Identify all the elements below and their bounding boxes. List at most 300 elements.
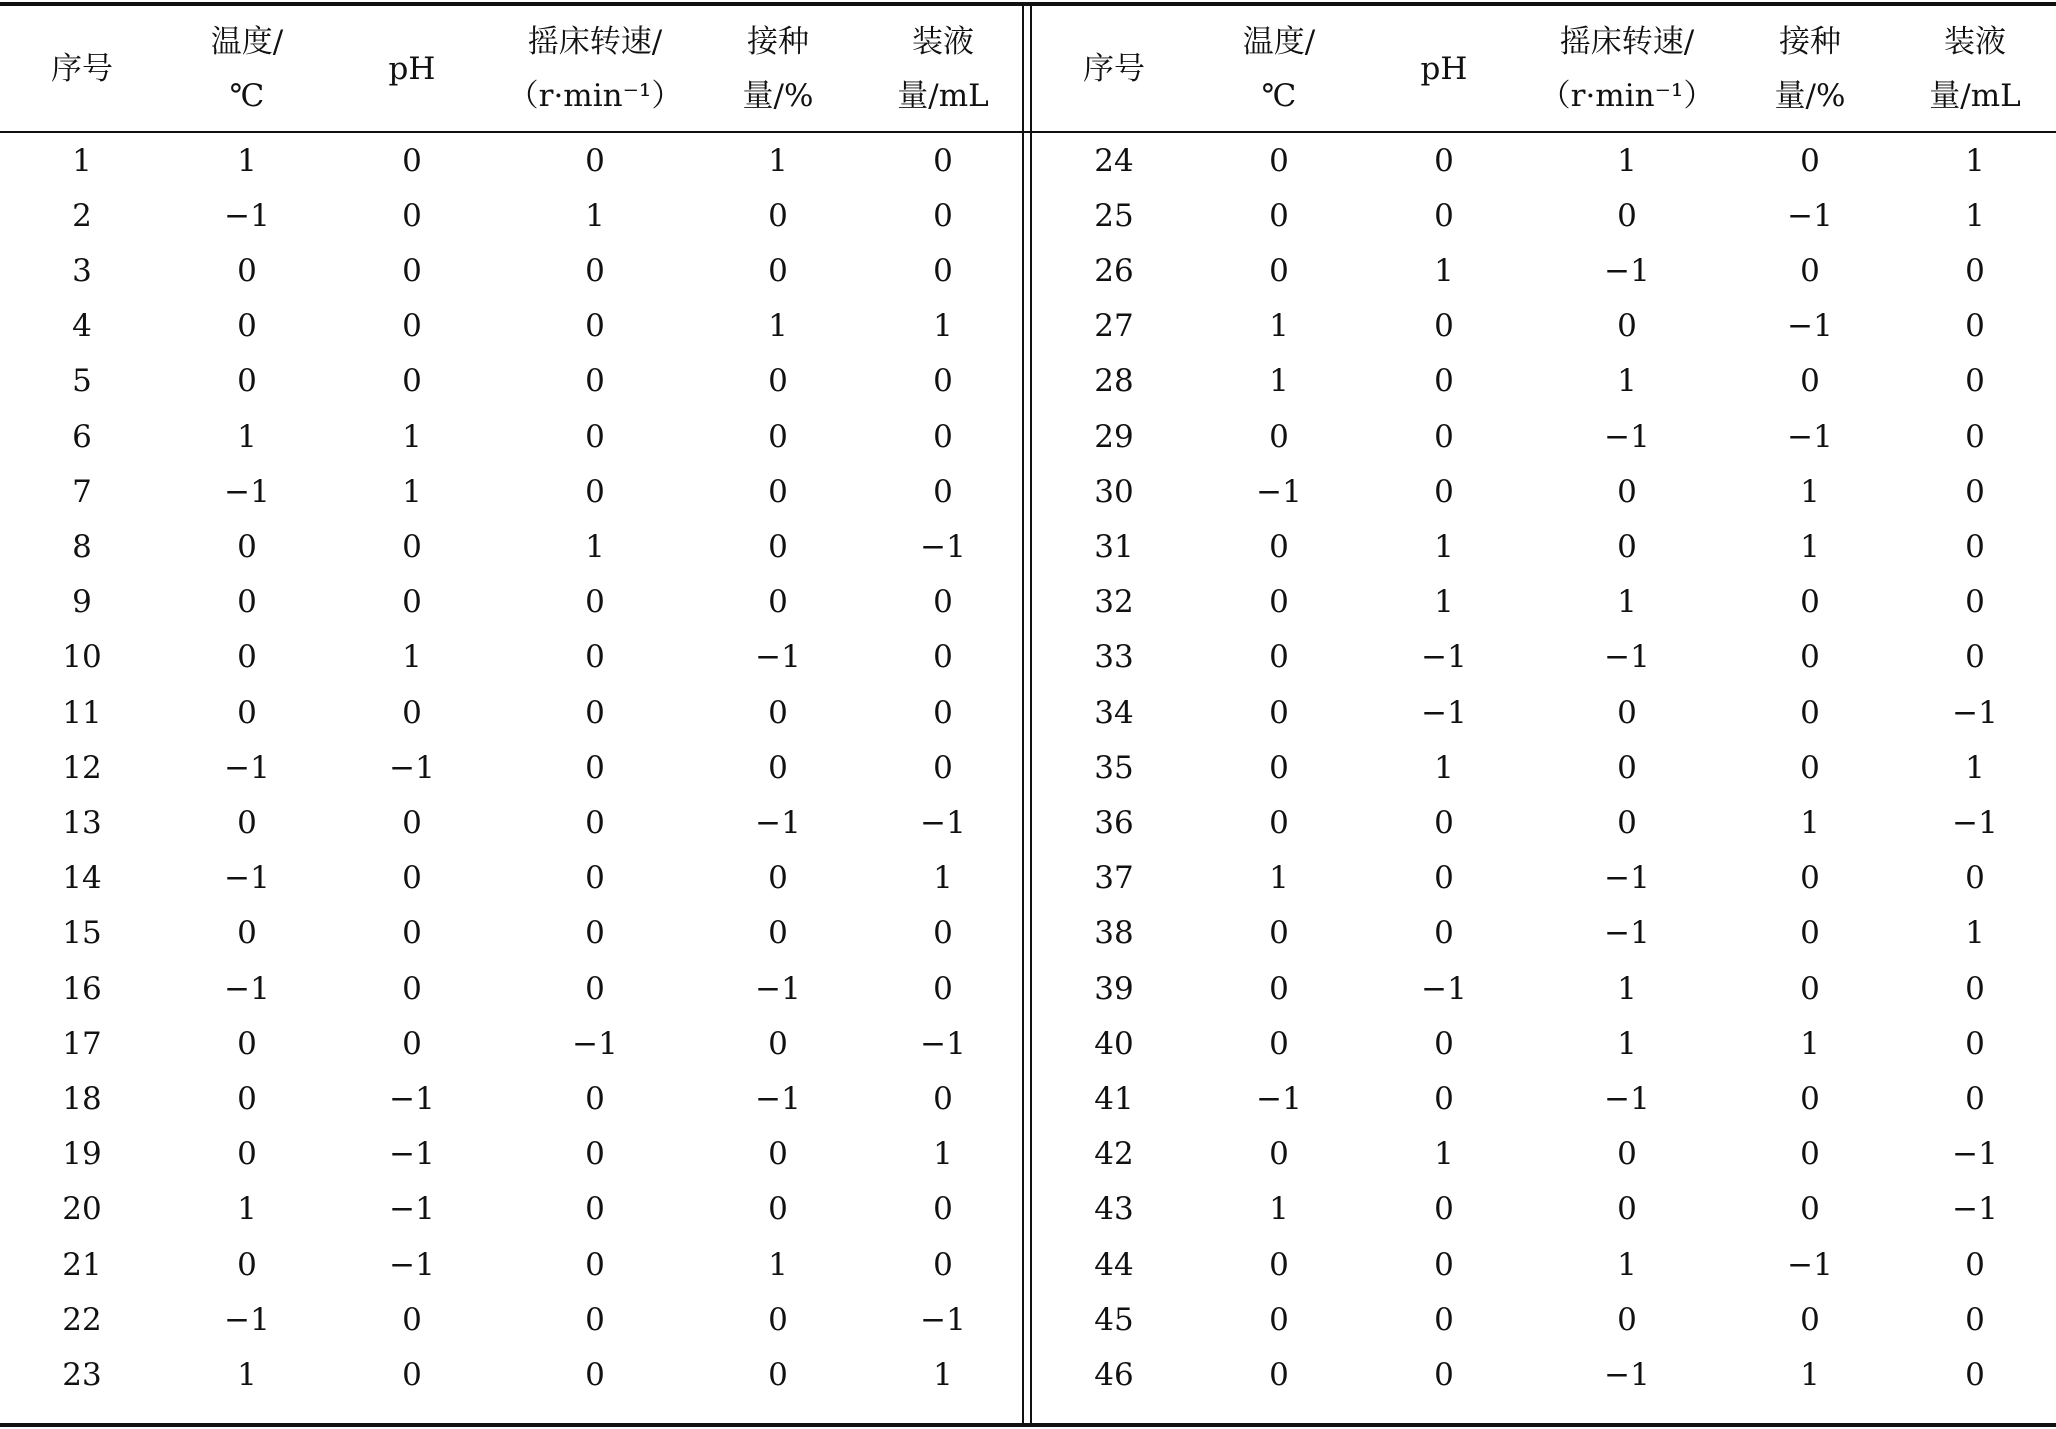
cell-index: 32 [1094, 584, 1134, 621]
cell-temperature: −1 [224, 197, 270, 234]
cell-index: 30 [1094, 473, 1134, 510]
header-ph [322, 6, 502, 131]
cell-shaker-speed: −1 [1604, 252, 1650, 289]
cell-ph: 0 [402, 1025, 422, 1062]
cell-temperature: 0 [1269, 1356, 1289, 1393]
cell-shaker-speed: 0 [1617, 1301, 1637, 1338]
cell-temperature: 0 [237, 1246, 257, 1283]
cell-shaker-speed: 1 [1617, 1025, 1637, 1062]
cell-temperature: 0 [1269, 1301, 1289, 1338]
cell-inoculum: −1 [1787, 418, 1833, 455]
cell-temperature: −1 [1256, 473, 1302, 510]
cell-liquid-volume: 0 [1965, 473, 1985, 510]
cell-index: 36 [1094, 804, 1134, 841]
table-row [0, 409, 1022, 464]
table-row [1032, 575, 2056, 630]
table-row [0, 1016, 1022, 1071]
header-line: 序号 [51, 50, 113, 87]
table-row [0, 243, 1022, 298]
cell-ph: 1 [1434, 584, 1454, 621]
cell-shaker-speed: −1 [1604, 639, 1650, 676]
cell-inoculum: 0 [768, 418, 788, 455]
cell-liquid-volume: 0 [933, 584, 953, 621]
cell-temperature: 1 [1269, 860, 1289, 897]
table-row [1032, 1182, 2056, 1237]
table-row [0, 575, 1022, 630]
cell-inoculum: 1 [1800, 473, 1820, 510]
cell-shaker-speed: −1 [1604, 1356, 1650, 1393]
cell-inoculum: −1 [1787, 1246, 1833, 1283]
cell-inoculum: −1 [1787, 197, 1833, 234]
cell-index: 12 [62, 749, 102, 786]
cell-ph: −1 [1421, 639, 1467, 676]
cell-temperature: 0 [1269, 197, 1289, 234]
header-line: 摇床转速/ [527, 23, 663, 60]
cell-shaker-speed: −1 [572, 1025, 618, 1062]
cell-inoculum: 0 [768, 473, 788, 510]
cell-index: 44 [1094, 1246, 1134, 1283]
cell-liquid-volume: 0 [933, 363, 953, 400]
cell-ph: 0 [402, 142, 422, 179]
table-row [1032, 188, 2056, 243]
header-line: ℃ [229, 77, 265, 114]
header-line: 量/% [742, 77, 814, 114]
header-line: 量/mL [897, 77, 989, 114]
cell-index: 20 [62, 1191, 102, 1228]
table-row [1032, 740, 2056, 795]
cell-inoculum: −1 [755, 639, 801, 676]
cell-ph: 0 [402, 1356, 422, 1393]
cell-ph: −1 [1421, 970, 1467, 1007]
cell-liquid-volume: 1 [933, 1356, 953, 1393]
cell-shaker-speed: 0 [1617, 528, 1637, 565]
cell-temperature: 1 [237, 142, 257, 179]
cell-ph: 0 [402, 915, 422, 952]
cell-liquid-volume: −1 [1952, 804, 1998, 841]
cell-liquid-volume: 0 [1965, 1080, 1985, 1117]
table-row [0, 630, 1022, 685]
cell-temperature: 0 [1269, 639, 1289, 676]
cell-inoculum: 0 [768, 749, 788, 786]
cell-ph: 0 [1434, 1301, 1454, 1338]
cell-ph: 0 [402, 584, 422, 621]
cell-inoculum: 0 [768, 1191, 788, 1228]
header-inoculum [688, 6, 868, 131]
cell-temperature: 0 [1269, 804, 1289, 841]
cell-index: 40 [1094, 1025, 1134, 1062]
header-line: pH [388, 50, 436, 87]
cell-index: 37 [1094, 860, 1134, 897]
cell-shaker-speed: 1 [1617, 970, 1637, 1007]
header-liquid-volume [1885, 6, 2056, 131]
header-temperature [157, 6, 337, 131]
cell-liquid-volume: 0 [1965, 584, 1985, 621]
cell-index: 2 [72, 197, 92, 234]
cell-shaker-speed: 0 [585, 804, 605, 841]
header-temperature [1189, 6, 1369, 131]
cell-index: 46 [1094, 1356, 1134, 1393]
cell-liquid-volume: 0 [933, 197, 953, 234]
cell-inoculum: 0 [1800, 639, 1820, 676]
cell-ph: 0 [402, 970, 422, 1007]
cell-shaker-speed: 0 [1617, 197, 1637, 234]
cell-ph: 1 [1434, 252, 1454, 289]
cell-inoculum: 0 [768, 363, 788, 400]
cell-liquid-volume: 0 [1965, 418, 1985, 455]
cell-inoculum: 0 [1800, 749, 1820, 786]
cell-shaker-speed: 0 [585, 1246, 605, 1283]
table-row [0, 851, 1022, 906]
cell-inoculum: 1 [1800, 528, 1820, 565]
table-row [1032, 630, 2056, 685]
cell-index: 39 [1094, 970, 1134, 1007]
cell-inoculum: 0 [1800, 142, 1820, 179]
cell-temperature: −1 [224, 970, 270, 1007]
table-row [0, 906, 1022, 961]
cell-inoculum: 1 [768, 142, 788, 179]
cell-inoculum: 0 [768, 1136, 788, 1173]
cell-ph: 1 [1434, 528, 1454, 565]
cell-ph: 0 [1434, 860, 1454, 897]
cell-ph: 1 [402, 473, 422, 510]
cell-temperature: 0 [1269, 970, 1289, 1007]
cell-inoculum: 1 [768, 1246, 788, 1283]
table-row [1032, 906, 2056, 961]
cell-index: 29 [1094, 418, 1134, 455]
cell-ph: 0 [1434, 473, 1454, 510]
cell-liquid-volume: 0 [1965, 1301, 1985, 1338]
cell-ph: −1 [389, 749, 435, 786]
cell-ph: −1 [389, 1191, 435, 1228]
cell-liquid-volume: 1 [1965, 915, 1985, 952]
table-row [0, 685, 1022, 740]
cell-inoculum: 1 [1800, 1356, 1820, 1393]
cell-inoculum: 0 [768, 584, 788, 621]
cell-inoculum: 0 [1800, 584, 1820, 621]
cell-liquid-volume: 1 [1965, 749, 1985, 786]
header-line: 装液 [912, 23, 974, 60]
cell-shaker-speed: 0 [585, 639, 605, 676]
cell-liquid-volume: −1 [920, 1025, 966, 1062]
table-row [1032, 1347, 2056, 1402]
header-line: 接种 [747, 23, 809, 60]
cell-shaker-speed: −1 [1604, 418, 1650, 455]
cell-index: 43 [1094, 1191, 1134, 1228]
table-row [1032, 243, 2056, 298]
header-line: 摇床转速/ [1559, 23, 1695, 60]
cell-temperature: 0 [237, 363, 257, 400]
cell-inoculum: 0 [768, 252, 788, 289]
table-row [1032, 354, 2056, 409]
cell-inoculum: −1 [755, 1080, 801, 1117]
cell-liquid-volume: 0 [933, 142, 953, 179]
table-row [1032, 795, 2056, 850]
cell-inoculum: −1 [1787, 308, 1833, 345]
cell-shaker-speed: 0 [585, 1301, 605, 1338]
cell-liquid-volume: −1 [1952, 1191, 1998, 1228]
cell-shaker-speed: 0 [585, 308, 605, 345]
cell-liquid-volume: 0 [1965, 1356, 1985, 1393]
cell-shaker-speed: 0 [585, 694, 605, 731]
cell-temperature: 0 [237, 528, 257, 565]
cell-temperature: 0 [1269, 528, 1289, 565]
cell-index: 11 [62, 694, 102, 731]
cell-inoculum: 0 [768, 915, 788, 952]
cell-shaker-speed: 0 [585, 1356, 605, 1393]
table-row [1032, 1127, 2056, 1182]
cell-shaker-speed: 0 [585, 1136, 605, 1173]
cell-shaker-speed: 0 [585, 142, 605, 179]
cell-ph: 0 [1434, 1246, 1454, 1283]
cell-ph: −1 [1421, 694, 1467, 731]
table-row [0, 1127, 1022, 1182]
cell-shaker-speed: 0 [585, 915, 605, 952]
cell-index: 34 [1094, 694, 1134, 731]
cell-liquid-volume: −1 [1952, 1136, 1998, 1173]
cell-ph: 0 [1434, 804, 1454, 841]
cell-index: 6 [72, 418, 92, 455]
cell-liquid-volume: 1 [933, 308, 953, 345]
cell-shaker-speed: 0 [1617, 694, 1637, 731]
cell-temperature: 0 [237, 584, 257, 621]
cell-temperature: 1 [1269, 308, 1289, 345]
cell-temperature: 0 [237, 1080, 257, 1117]
cell-temperature: 0 [1269, 418, 1289, 455]
cell-liquid-volume: 1 [1965, 197, 1985, 234]
cell-liquid-volume: 0 [933, 694, 953, 731]
cell-shaker-speed: 0 [1617, 1136, 1637, 1173]
table-header [1032, 6, 2056, 131]
cell-shaker-speed: −1 [1604, 860, 1650, 897]
cell-temperature: 1 [237, 418, 257, 455]
cell-ph: 0 [402, 860, 422, 897]
cell-liquid-volume: −1 [920, 804, 966, 841]
cell-shaker-speed: 1 [1617, 142, 1637, 179]
cell-index: 26 [1094, 252, 1134, 289]
cell-ph: 0 [1434, 1025, 1454, 1062]
header-ph [1354, 6, 1534, 131]
cell-inoculum: 0 [1800, 1080, 1820, 1117]
cell-inoculum: 0 [768, 694, 788, 731]
cell-ph: 0 [1434, 1191, 1454, 1228]
cell-ph: 0 [1434, 1080, 1454, 1117]
cell-index: 45 [1094, 1301, 1134, 1338]
table-row [1032, 1016, 2056, 1071]
table-row [0, 1347, 1022, 1402]
table-row [1032, 519, 2056, 574]
cell-shaker-speed: 1 [1617, 363, 1637, 400]
header-shaker-speed [1537, 6, 1717, 131]
cell-ph: 1 [1434, 1136, 1454, 1173]
cell-index: 15 [62, 915, 102, 952]
table-row [0, 1292, 1022, 1347]
table-row [0, 1071, 1022, 1126]
panel-divider-line [1022, 4, 1024, 1425]
table-row [1032, 1292, 2056, 1347]
table-header [0, 6, 1022, 131]
cell-liquid-volume: 1 [933, 860, 953, 897]
cell-inoculum: 0 [768, 528, 788, 565]
table-row [0, 133, 1022, 188]
cell-index: 22 [62, 1301, 102, 1338]
table-row [0, 299, 1022, 354]
cell-inoculum: 0 [1800, 1191, 1820, 1228]
cell-temperature: 0 [1269, 1246, 1289, 1283]
cell-shaker-speed: 0 [585, 749, 605, 786]
cell-index: 18 [62, 1080, 102, 1117]
cell-index: 14 [62, 860, 102, 897]
header-line: （r·min⁻¹） [1539, 77, 1715, 114]
cell-shaker-speed: −1 [1604, 1080, 1650, 1117]
cell-index: 42 [1094, 1136, 1134, 1173]
cell-liquid-volume: 0 [1965, 363, 1985, 400]
table-row [1032, 685, 2056, 740]
cell-shaker-speed: 0 [1617, 804, 1637, 841]
cell-inoculum: 1 [1800, 804, 1820, 841]
cell-liquid-volume: 0 [1965, 639, 1985, 676]
cell-liquid-volume: −1 [920, 528, 966, 565]
cell-liquid-volume: 1 [933, 1136, 953, 1173]
cell-temperature: 0 [1269, 252, 1289, 289]
cell-liquid-volume: 0 [933, 1246, 953, 1283]
cell-liquid-volume: 0 [933, 749, 953, 786]
cell-index: 41 [1094, 1080, 1134, 1117]
header-line: 量/mL [1929, 77, 2021, 114]
cell-inoculum: 0 [768, 197, 788, 234]
cell-shaker-speed: 1 [1617, 584, 1637, 621]
header-line: 温度/ [1242, 23, 1316, 60]
cell-temperature: 0 [237, 915, 257, 952]
table-row [0, 1237, 1022, 1292]
cell-liquid-volume: 0 [1965, 528, 1985, 565]
table-row [0, 961, 1022, 1016]
table-row [0, 519, 1022, 574]
cell-ph: 0 [402, 528, 422, 565]
cell-temperature: 0 [1269, 1136, 1289, 1173]
cell-ph: 0 [402, 197, 422, 234]
cell-liquid-volume: 0 [1965, 252, 1985, 289]
cell-inoculum: 0 [768, 1356, 788, 1393]
cell-shaker-speed: 0 [585, 860, 605, 897]
table-row [1032, 961, 2056, 1016]
cell-index: 28 [1094, 363, 1134, 400]
header-line: 量/% [1774, 77, 1846, 114]
header-line: ℃ [1261, 77, 1297, 114]
cell-ph: 0 [402, 308, 422, 345]
cell-liquid-volume: 0 [933, 1191, 953, 1228]
header-line: 接种 [1779, 23, 1841, 60]
cell-temperature: −1 [224, 1301, 270, 1338]
cell-temperature: 1 [237, 1191, 257, 1228]
table-panel-right [1032, 0, 2056, 1429]
cell-index: 3 [72, 252, 92, 289]
table-row [0, 354, 1022, 409]
cell-index: 16 [62, 970, 102, 1007]
cell-index: 31 [1094, 528, 1134, 565]
cell-ph: 0 [1434, 197, 1454, 234]
cell-index: 10 [62, 639, 102, 676]
table-panel-left [0, 0, 1022, 1429]
cell-temperature: 0 [1269, 1025, 1289, 1062]
cell-temperature: 0 [1269, 584, 1289, 621]
table-row [0, 1182, 1022, 1237]
cell-index: 13 [62, 804, 102, 841]
cell-liquid-volume: −1 [920, 1301, 966, 1338]
cell-index: 1 [72, 142, 92, 179]
cell-index: 24 [1094, 142, 1134, 179]
cell-liquid-volume: 0 [933, 252, 953, 289]
cell-shaker-speed: 1 [585, 528, 605, 565]
table-row [1032, 409, 2056, 464]
cell-ph: 0 [1434, 308, 1454, 345]
cell-ph: 1 [402, 639, 422, 676]
cell-liquid-volume: 0 [933, 418, 953, 455]
cell-temperature: 1 [1269, 1191, 1289, 1228]
cell-temperature: −1 [224, 749, 270, 786]
cell-liquid-volume: 0 [1965, 1246, 1985, 1283]
cell-shaker-speed: 0 [1617, 749, 1637, 786]
header-line: 装液 [1944, 23, 2006, 60]
cell-index: 21 [62, 1246, 102, 1283]
cell-shaker-speed: 0 [1617, 473, 1637, 510]
cell-liquid-volume: 0 [1965, 308, 1985, 345]
cell-temperature: −1 [224, 473, 270, 510]
cell-ph: 0 [1434, 363, 1454, 400]
cell-liquid-volume: 0 [1965, 970, 1985, 1007]
cell-temperature: −1 [224, 860, 270, 897]
cell-ph: 0 [1434, 915, 1454, 952]
cell-inoculum: 0 [1800, 970, 1820, 1007]
cell-shaker-speed: 1 [585, 197, 605, 234]
header-inoculum [1720, 6, 1900, 131]
cell-inoculum: 0 [1800, 363, 1820, 400]
cell-shaker-speed: 1 [1617, 1246, 1637, 1283]
cell-shaker-speed: 0 [585, 1080, 605, 1117]
cell-index: 33 [1094, 639, 1134, 676]
cell-shaker-speed: 0 [585, 363, 605, 400]
cell-index: 5 [72, 363, 92, 400]
cell-inoculum: 0 [768, 1301, 788, 1338]
cell-temperature: 0 [237, 308, 257, 345]
cell-temperature: 0 [1269, 915, 1289, 952]
cell-index: 23 [62, 1356, 102, 1393]
cell-index: 9 [72, 584, 92, 621]
cell-shaker-speed: 0 [1617, 1191, 1637, 1228]
cell-liquid-volume: 0 [1965, 1025, 1985, 1062]
cell-shaker-speed: 0 [585, 418, 605, 455]
cell-shaker-speed: 0 [585, 473, 605, 510]
cell-inoculum: 0 [1800, 252, 1820, 289]
cell-ph: 1 [1434, 749, 1454, 786]
cell-temperature: 0 [237, 639, 257, 676]
cell-index: 7 [72, 473, 92, 510]
table-row [1032, 299, 2056, 354]
cell-index: 27 [1094, 308, 1134, 345]
header-index [0, 6, 172, 131]
header-shaker-speed [505, 6, 685, 131]
cell-shaker-speed: −1 [1604, 915, 1650, 952]
table-row [1032, 1237, 2056, 1292]
cell-temperature: 0 [237, 694, 257, 731]
cell-index: 19 [62, 1136, 102, 1173]
cell-ph: −1 [389, 1246, 435, 1283]
cell-temperature: 1 [237, 1356, 257, 1393]
header-liquid-volume [853, 6, 1033, 131]
cell-ph: 0 [1434, 1356, 1454, 1393]
cell-index: 35 [1094, 749, 1134, 786]
cell-ph: 0 [1434, 418, 1454, 455]
cell-liquid-volume: 0 [933, 639, 953, 676]
